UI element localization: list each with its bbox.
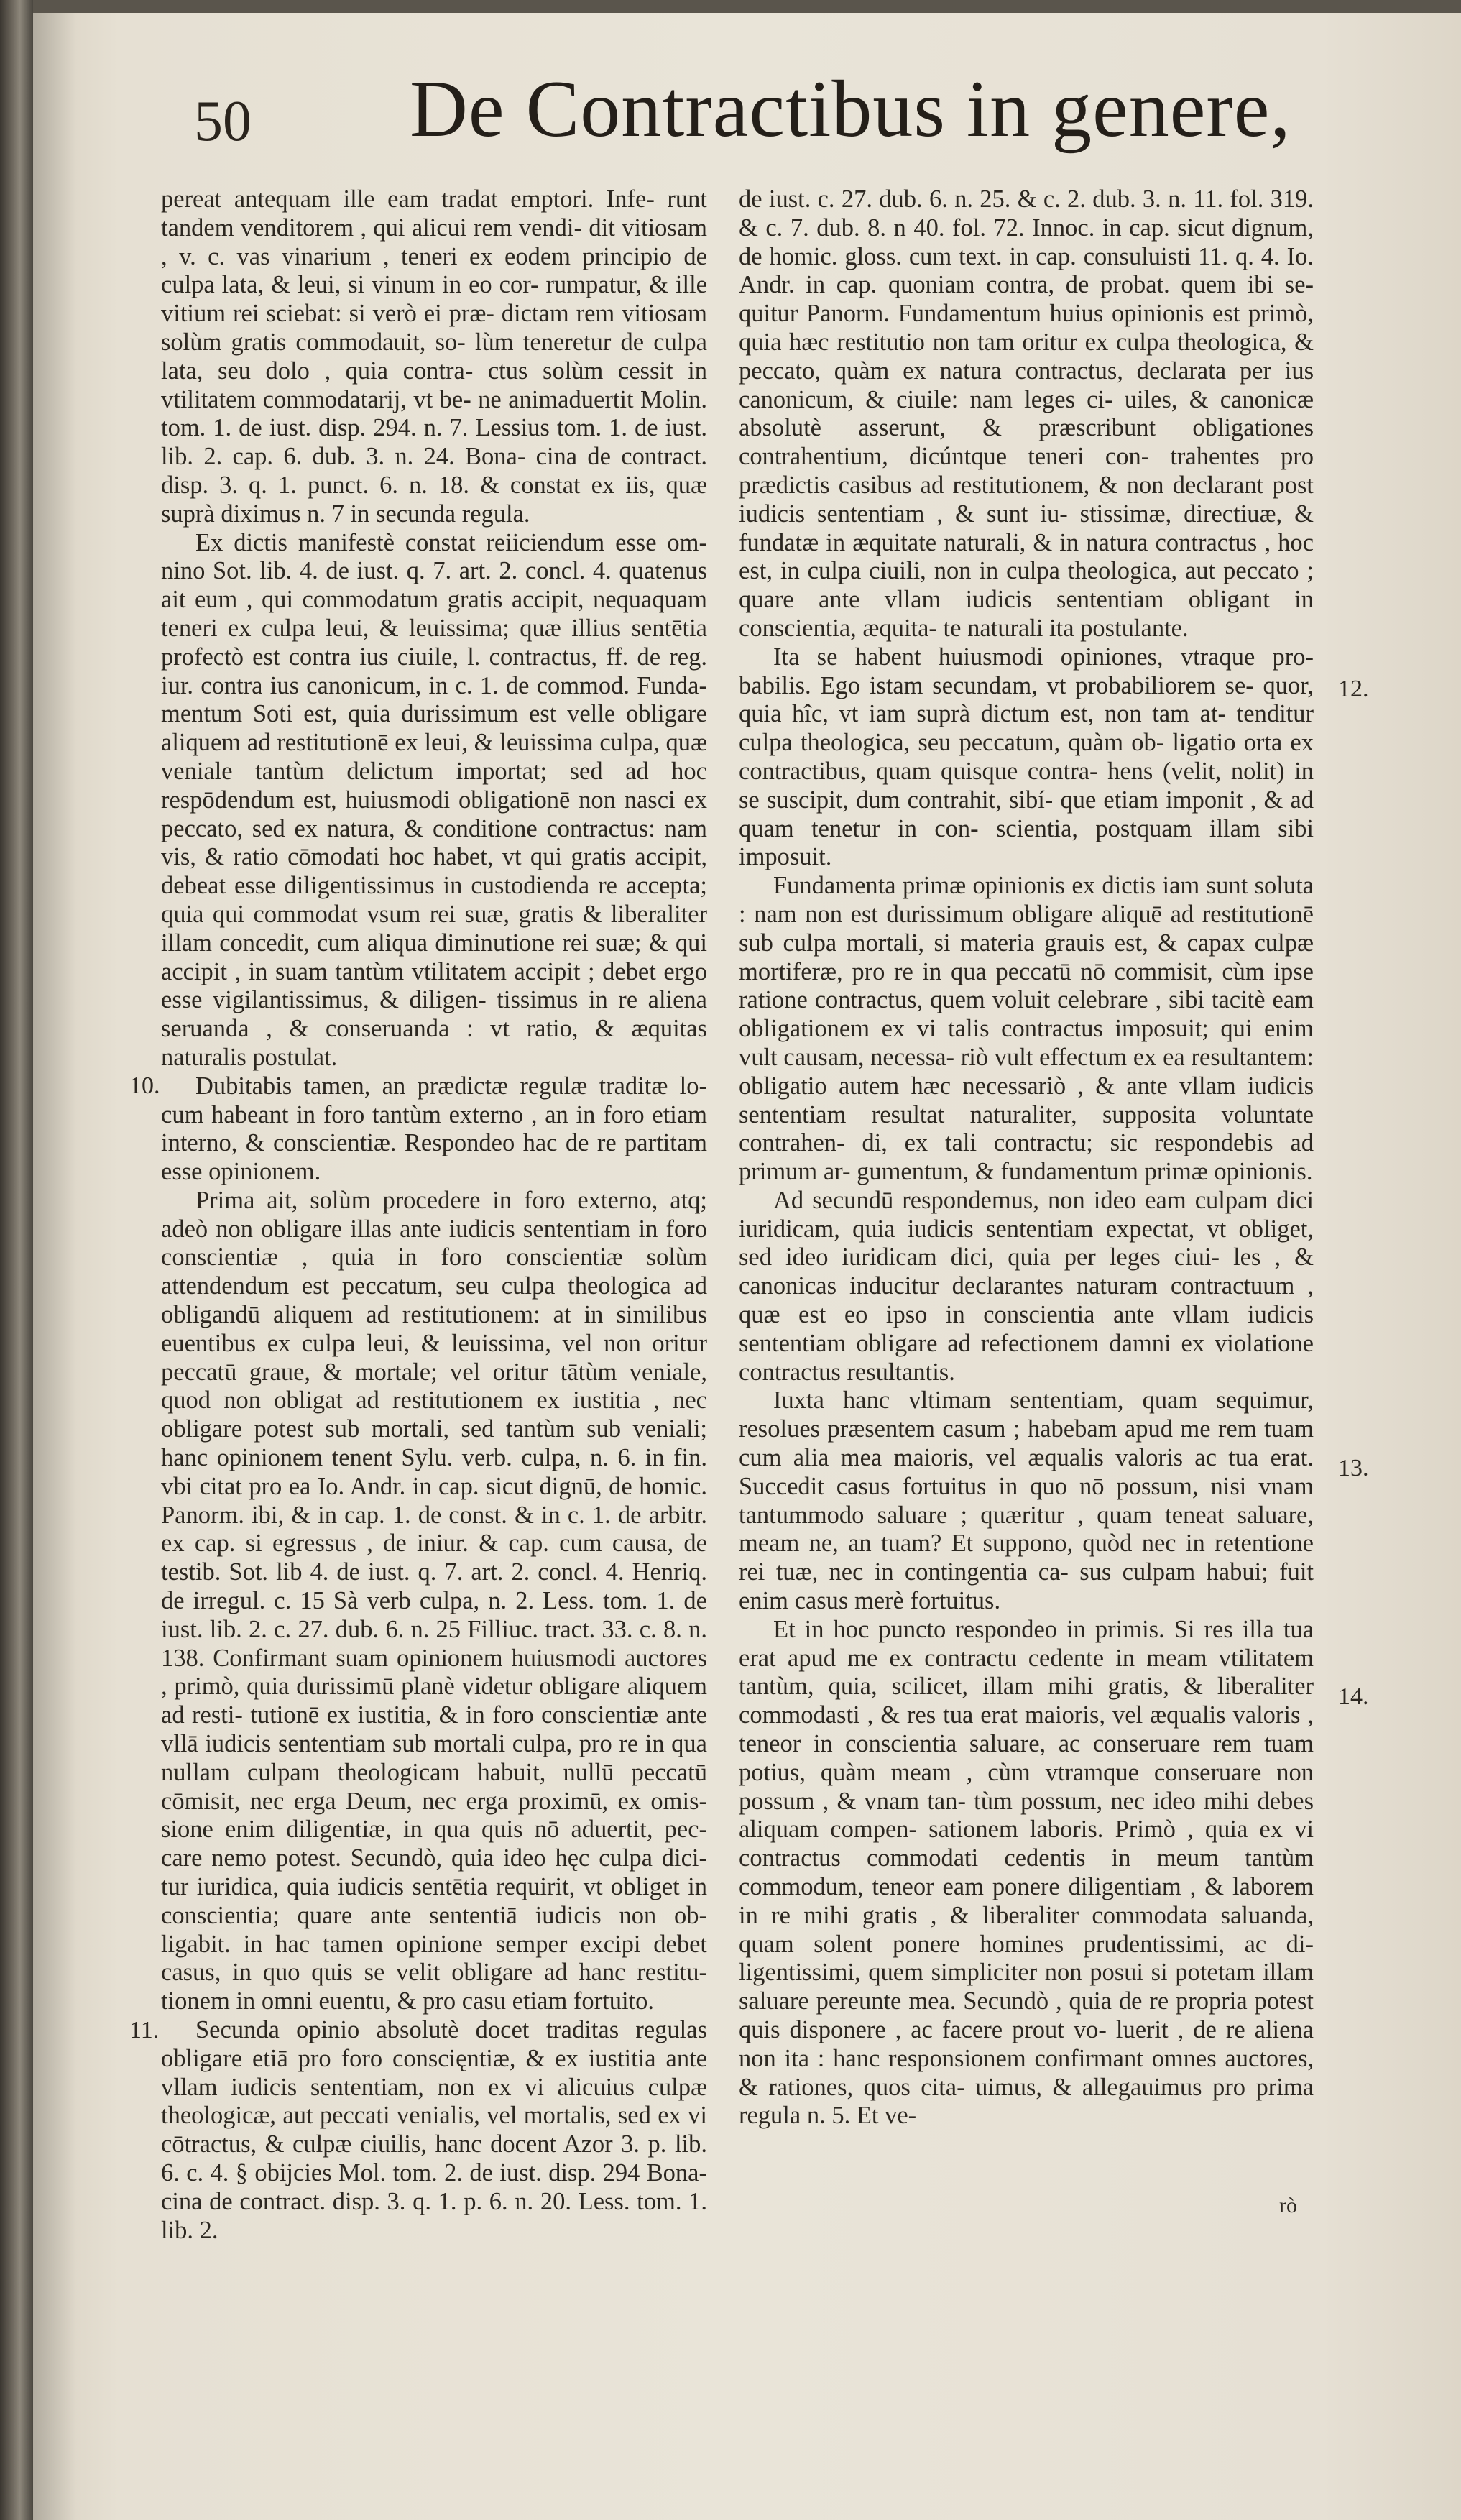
page-header (194, 63, 1416, 171)
left-column (161, 185, 707, 2245)
margin-number: 11. (129, 2017, 160, 2043)
paragraph: Secunda opinio absolutè docet traditas regulas obligare etiā pro foro conscięntiæ, & ex iustitia ante vllam iudicis sententiam, non ex vi alicuius culpæ theologicæ, aut peccati venialis, vel mortalis, sed ex vi cōtractus, & culpæ ciuilis, hanc docent Azor 3. p. lib. 6. c. 4. § obijcies Mol. tom. 2. de iust. disp. 294 Bona- cina de contract. disp. 3. q. 1. p. 6. n. 20. Less. tom. 1. lib. 2. (161, 2016, 707, 2244)
margin-number: 10. (129, 1072, 160, 1099)
paragraph: Ex dictis manifestè constat reiiciendum esse om- nino Sot. lib. 4. de iust. q. 7. art. 2. concl. 4. quatenus ait eum , qui commodatum gratis accipit, nequaquam teneri ex culpa leui, & leuissima; quæ illius sentētia profectò est contra ius ciuile, l. contractus, ff. de reg. iur. contra ius canonicum, in c. 1. de commod. Funda- mentum Soti est, quia durissimum est velle obligare aliquem ad restitutionē ex leui, & leuissima culpa, quæ veniale tantùm delictum importat; sed ad hoc respōdendum est, huiusmodi obligationē non nasci ex peccato, sed ex natura, & conditione contractus: nam vis, & ratio cōmodati hoc habet, vt qui gratis accipit, debeat esse diligentissimus in custodienda re accepta; quia qui commodat vsum rei suæ, gratis & liberaliter illam concedit, cum aliqua diminutione rei suæ; & qui accipit , in suam tantùm vtilitatem accipit ; debet ergo esse vigilantissimus, & diligen- tissimus in re aliena seruanda , & conseruanda : vt ratio, & æquitas naturalis postulat. (161, 528, 707, 1071)
paragraph: Fundamenta primæ opinionis ex dictis iam sunt soluta : nam non est durissimum obligare aliquē ad restitutionē sub culpa mortali, si materia grauis est, & capax culpæ mortiferæ, pro re in qua peccatū nō commisit, cùm ipse ratione contractus, quem voluit celebrare , sibi tacitè eam obligationem ex vi talis contractus imposuit; qui enim vult causam, necessa- riò vult effectum ex ea resultantem: obligatio autem hæc necessariò , & ante vllam iudicis sententiam resultat naturaliter, supposita voluntate contrahen- di, ex tali contractu; sic respondebis ad primum ar- gumentum, & fundamentum primæ opinionis. (739, 872, 1314, 1186)
book-top-edge (0, 0, 1461, 13)
margin-number: 13. (1338, 1455, 1369, 1481)
catchword: rò (1279, 2194, 1297, 2217)
gutter-shadow (33, 13, 76, 2520)
right-column (739, 185, 1314, 2130)
book-spine-edge (0, 0, 33, 2520)
paragraph: Ita se habent huiusmodi opiniones, vtraque pro- babilis. Ego istam secundam, vt probabiliorem se- quor, quia hîc, vt iam suprà dictum est, non tam at- tenditur culpa theologica, seu peccatum, quàm ob- ligatio orta ex contractibus, quam quisque contra- hens (velit, nolit) in se suscipit, dum contrahit, sibí- que etiam imponit , & ad quam tenetur in con- scientia, postquam illam sibi imposuit. (739, 643, 1314, 871)
margin-number: 14. (1338, 1683, 1369, 1710)
paragraph: Et in hoc puncto respondeo in primis. Si res illa tua erat apud me ex contractu cedente in meam vtilitatem tantùm, quia, scilicet, illam mihi gratis, & liberaliter commodasti , & res tua erat maioris, vel æqualis valoris , teneor in conscientia saluare, ac conseruare rem tuam potius, quàm meam , cùm vtramque conseruare non possum , & vnam tan- tùm possum, nec ideo mihi debes aliquam compen- sationem laboris. Primò , quia ex vi contractus commodati cedentis in meum tantùm commodum, teneor eam ponere diligentiam , & laborem in re mihi gratis , & liberaliter commodata saluanda, quam solent ponere homines prudentissimi, ac di- ligentissimi, quem simpliciter non posui si potetam illam saluare pereunte mea. Secundò , quia de re propria potest quis disponere , ac facere prout vo- luerit , de re aliena non ita : hanc responsionem confirmant omnes auctores, & rationes, quos cita- uimus, & allegauimus pro prima regula n. 5. Et ve- (739, 1615, 1314, 2130)
paragraph: Dubitabis tamen, an prædictæ regulæ traditæ lo- cum habeant in foro tantùm externo , an in foro etiam interno, & conscientiæ. Respondeo hac de re partitam esse opinionem. (161, 1072, 707, 1186)
page-number: 50 (194, 90, 252, 153)
paragraph: Iuxta hanc vltimam sententiam, quam sequimur, resolues præsentem casum ; habebam apud me rem tuam cum alia mea maioris, vel æqualis valoris ac tua erat. Succedit casus fortuitus in quo nō possum, nisi vnam tantummodo saluare ; quæritur , quam teneat saluare, meam ne, an tuam? Et suppono, quòd nec in retentione rei tuæ, nec in contingentia ca- sus culpam habui; fuit enim casus merè fortuitus. (739, 1387, 1314, 1615)
paragraph: Ad secundū respondemus, non ideo eam culpam dici iuridicam, quia iudicis sententiam expectat, vt obliget, sed ideo iuridicam dici, quia per leges ciui- les , & canonicas inducitur declarantes naturam contractuum , quæ est eo ipso in conscientia ante vllam iudicis sententiam obligare ad refectionem damni ex violatione contractus resultantis. (739, 1186, 1314, 1386)
running-title: De Contractibus in genere, (410, 65, 1291, 154)
paragraph: pereat antequam ille eam tradat emptori. Infe- runt tandem venditorem , qui alicui rem vendi- dit vitiosam , v. c. vas vinarium , teneri ex eodem principio de culpa lata, & leui, si vinum in eo cor- rumpatur, & ille vitium rei sciebat: si verò ei præ- dictam rem vitiosam solùm gratis commodauit, so- lùm teneretur de culpa lata, seu dolo , quia contra- ctus solùm cessit in vtilitatem commodatarij, vt be- ne animaduertit Molin. tom. 1. de iust. disp. 294. n. 7. Lessius tom. 1. de iust. lib. 2. cap. 6. dub. 3. n. 24. Bona- cina de contract. disp. 3. q. 1. punct. 6. n. 18. & constat ex iis, quæ suprà diximus n. 7 in secunda regula. (161, 185, 707, 528)
paragraph: de iust. c. 27. dub. 6. n. 25. & c. 2. dub. 3. n. 11. fol. 319. & c. 7. dub. 8. n 40. fol. 72. Innoc. in cap. sicut dignum, de homic. gloss. cum text. in cap. consuluisti 11. q. 4. Io. Andr. in cap. quoniam contra, de probat. quem ibi se- quitur Panorm. Fundamentum huius opinionis est primò, quia hæc restitutio non tam oritur ex culpa theologica, & peccato, quàm ex natura contractus, declarata per ius canonicum, & ciuile: nam leges ci- uiles, & canonicæ absolutè asserunt, & præscribunt obligationes contrahentium, dicúntque teneri con- trahentes pro prædictis casibus ad restitutionem, & non declarant post iudicis sententiam , & sunt iu- stissimæ, directiuæ, & fundatæ in æquitate naturali, & in natura contractus , hoc est, in culpa ciuili, non in culpa theologica, aut peccato ; quare ante vllam iudicis sententiam obligant in conscientia, æquita- te naturali ita postulante. (739, 185, 1314, 642)
paragraph: Prima ait, solùm procedere in foro externo, atq; adeò non obligare illas ante iudicis sententiam in foro conscientiæ , quia in foro conscientiæ solùm attendendum est peccatum, seu culpa theologica ad obligandū aliquem ad restitutionem: at in similibus euentibus ex culpa leui, & leuissima, vel non oritur peccatū graue, & mortale; vel oritur tātùm veniale, quod non obligat ad restitutionem ex iustitia , nec obligare potest sub mortali, sed tantùm sub veniali; hanc opinionem tenent Sylu. verb. culpa, n. 6. in fin. vbi citat pro ea Io. Andr. in cap. sicut dignū, de homic. Panorm. ibi, & in cap. 1. de const. & in c. 1. de arbitr. ex cap. si egressus , de iniur. & cap. cum causa, de testib. Sot. lib 4. de iust. q. 7. art. 2. concl. 4. Henriq. de irregul. c. 15 Sà verb culpa, n. 2. Less. tom. 1. de iust. lib. 2. c. 27. dub. 6. n. 25 Filliuc. tract. 33. c. 8. n. 138. Confirmant suam opinionem huiusmodi auctores , primò, quia durissimū planè videtur obligare aliquem ad resti- tutionē ex iustitia, & in foro conscientiæ ante vllā iudicis sententiam sub mortali culpa, pro re in qua nullam culpam theologicam habuit, nullū peccatū cōmisit, nec erga Deum, nec erga proximū, ex omis- sione enim diligentiæ, in qua quis nō aduertit, pec- care nemo potest. Secundò, quia ideo hęc culpa dici- tur iuridica, quia iudicis sentētia requirit, vt obliget in conscientia; quare ante sententiā iudicis non ob- ligabit. in hac tamen opinione semper excipi debet casus, in quo quis se velit obligare ad hanc restitu- tionem in omni euentu, & pro casu etiam fortuito. (161, 1186, 707, 2015)
margin-number: 12. (1338, 676, 1369, 702)
